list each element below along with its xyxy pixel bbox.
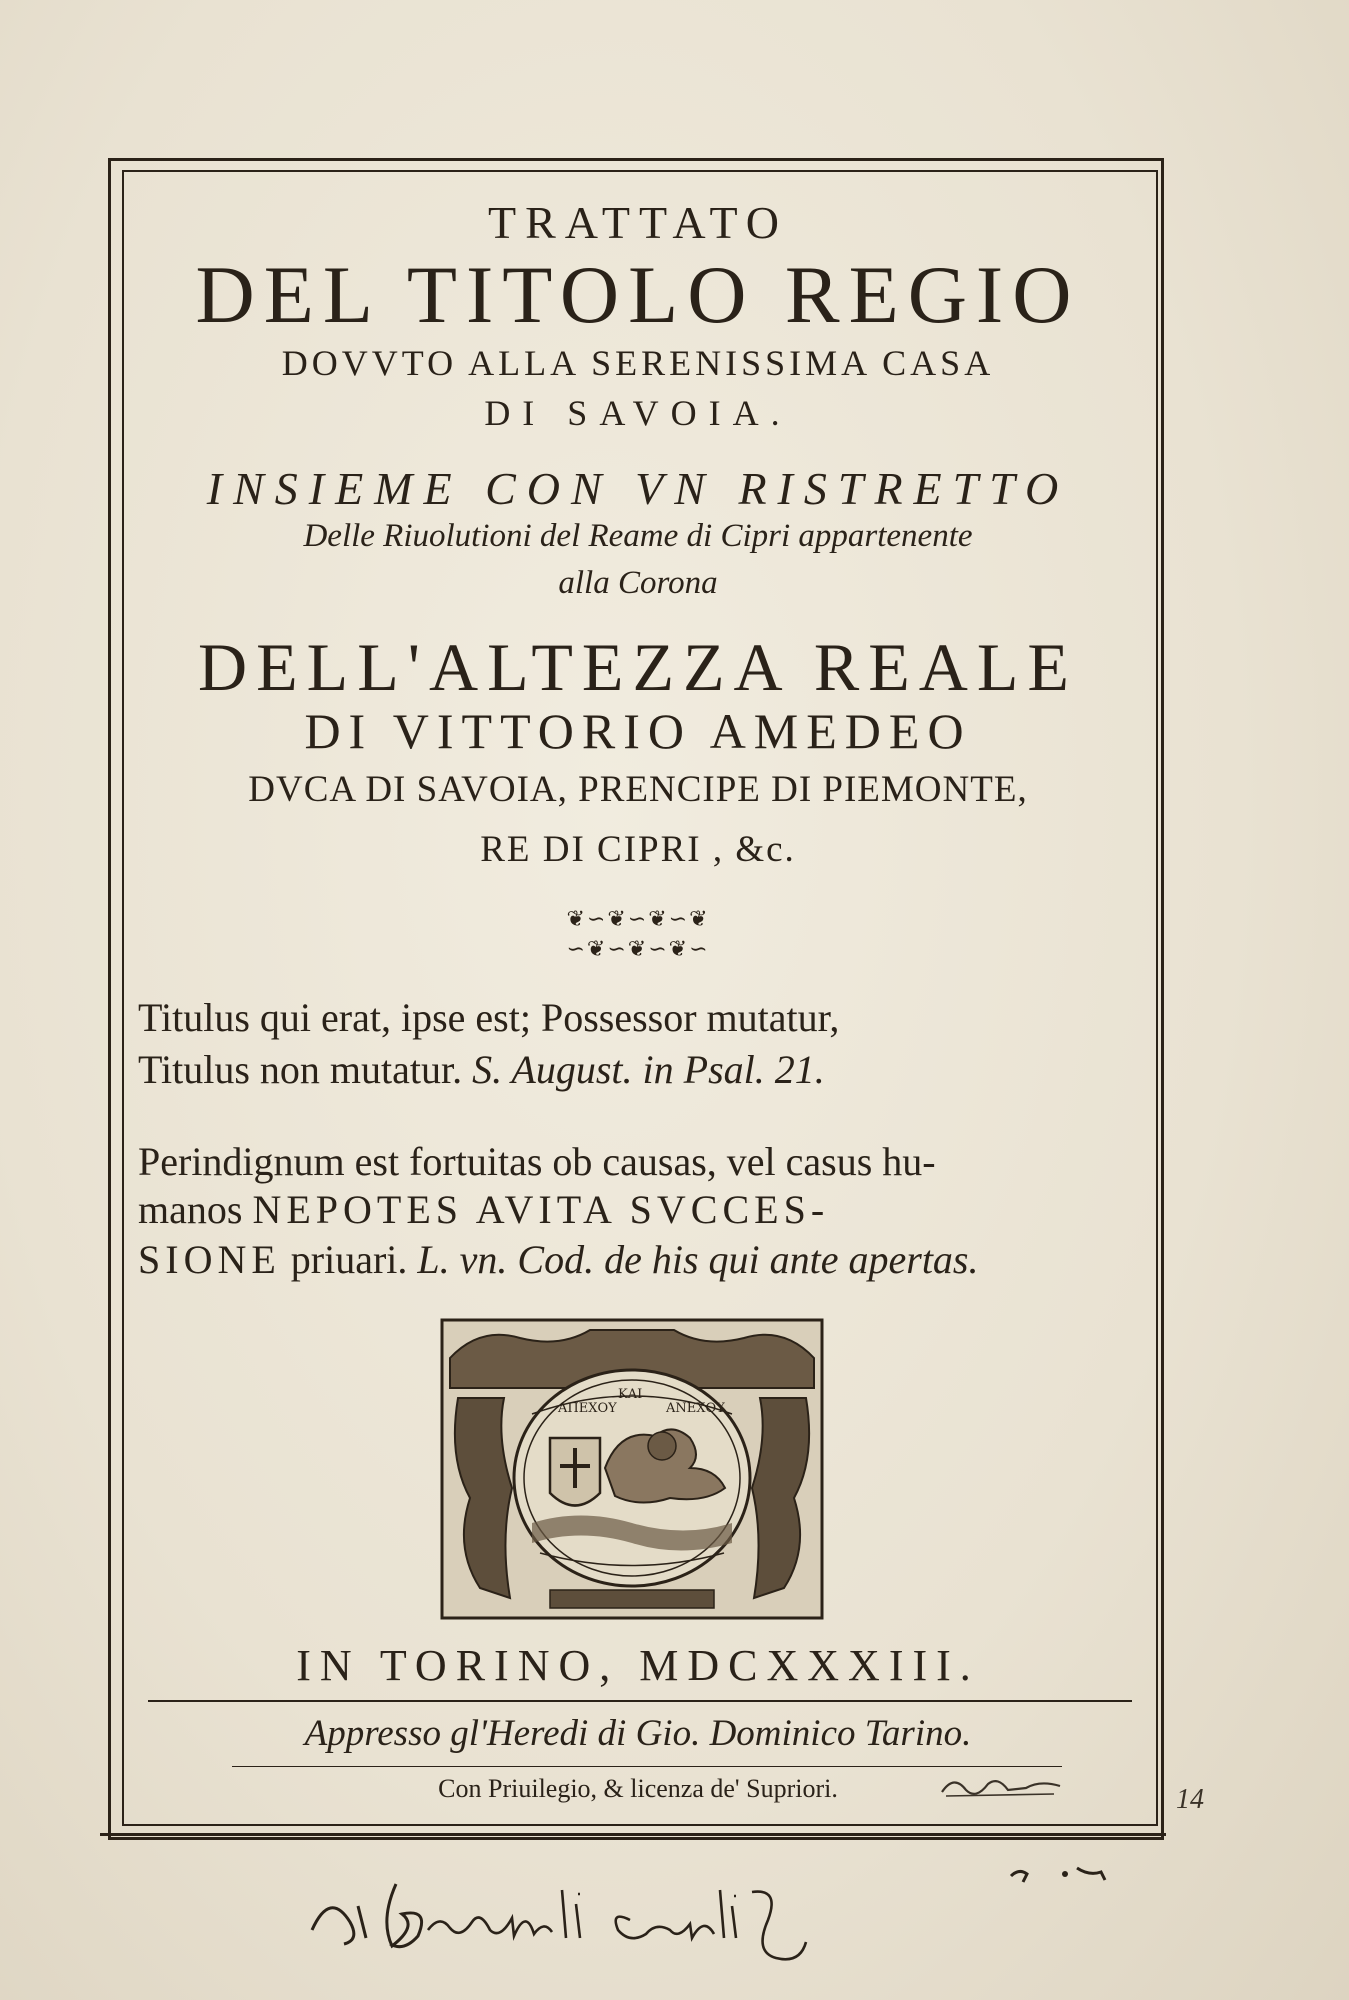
- ink-marks: [1005, 1858, 1115, 1898]
- quote-citation: L. vn. Cod. de his qui ante apertas.: [417, 1237, 979, 1282]
- quote-caps: SIONE: [138, 1237, 281, 1282]
- dedication-duca: DVCA DI SAVOIA, PRENCIPE DI PIEMONTE,: [248, 769, 1028, 810]
- quote-law-line1: Perindignum est fortuitas ob causas, vel casus hu-: [138, 1139, 936, 1184]
- bottom-rule: [100, 1833, 1166, 1836]
- quote-text: Titulus non mutatur.: [138, 1047, 463, 1092]
- quote-text: priuari.: [290, 1237, 408, 1282]
- printers-device-emblem: [440, 1318, 824, 1620]
- quote-caps: NEPOTES AVITA SVCCES-: [252, 1187, 830, 1232]
- manuscript-page-number: 14: [1176, 1784, 1204, 1815]
- title-line-main: DEL TITOLO REGIO: [195, 249, 1081, 340]
- emblem-motto-right: ΑΝΕΧΟΥ: [666, 1401, 725, 1416]
- manuscript-scribble: [936, 1770, 1066, 1806]
- subtitle-insieme: INSIEME CON VN RISTRETTO: [206, 463, 1070, 514]
- emblem-motto-mid: ΚΑΙ: [618, 1387, 643, 1402]
- quote-citation: S. August. in Psal. 21.: [472, 1047, 825, 1092]
- dedication-vittorio: DI VITTORIO AMEDEO: [304, 703, 972, 759]
- quote-law-line3: [138, 1236, 979, 1283]
- imprint-rule-bottom: [232, 1766, 1062, 1767]
- title-line-savoia: DI SAVOIA.: [484, 393, 792, 433]
- fleuron-row-bottom: ∽❦∽❦∽❦∽: [566, 936, 710, 961]
- subtitle-riuolutioni: Delle Riuolutioni del Reame di Cipri appartenente: [303, 518, 973, 554]
- imprint-place-date: IN TORINO, MDCXXXIII.: [296, 1641, 980, 1690]
- subtitle-corona: alla Corona: [558, 565, 718, 601]
- quote-augustine-line2: [138, 1046, 825, 1093]
- imprint-privilege: Con Priuilegio, & licenza de' Supriori.: [438, 1774, 838, 1803]
- title-line-trattato: TRATTATO: [487, 197, 789, 248]
- ownership-signature: [300, 1860, 820, 1980]
- quote-text: manos: [138, 1187, 243, 1232]
- dedication-altezza: DELL'ALTEZZA REALE: [198, 629, 1078, 705]
- dedication-re-di-cipri: RE DI CIPRI , &c.: [480, 829, 796, 870]
- fleuron-row-top: ❦∽❦∽❦∽❦: [566, 906, 710, 931]
- quote-augustine-line1: Titulus qui erat, ipse est; Possessor mutatur,: [138, 995, 840, 1040]
- imprint-publisher: Appresso gl'Heredi di Gio. Dominico Tarino.: [304, 1713, 972, 1754]
- title-line-dovuto: DOVVTO ALLA SERENISSIMA CASA: [281, 343, 995, 383]
- quote-law-line2: [138, 1186, 829, 1233]
- imprint-rule-top: [148, 1700, 1132, 1702]
- emblem-motto-left: ΑΠΕΧΟΥ: [558, 1401, 617, 1416]
